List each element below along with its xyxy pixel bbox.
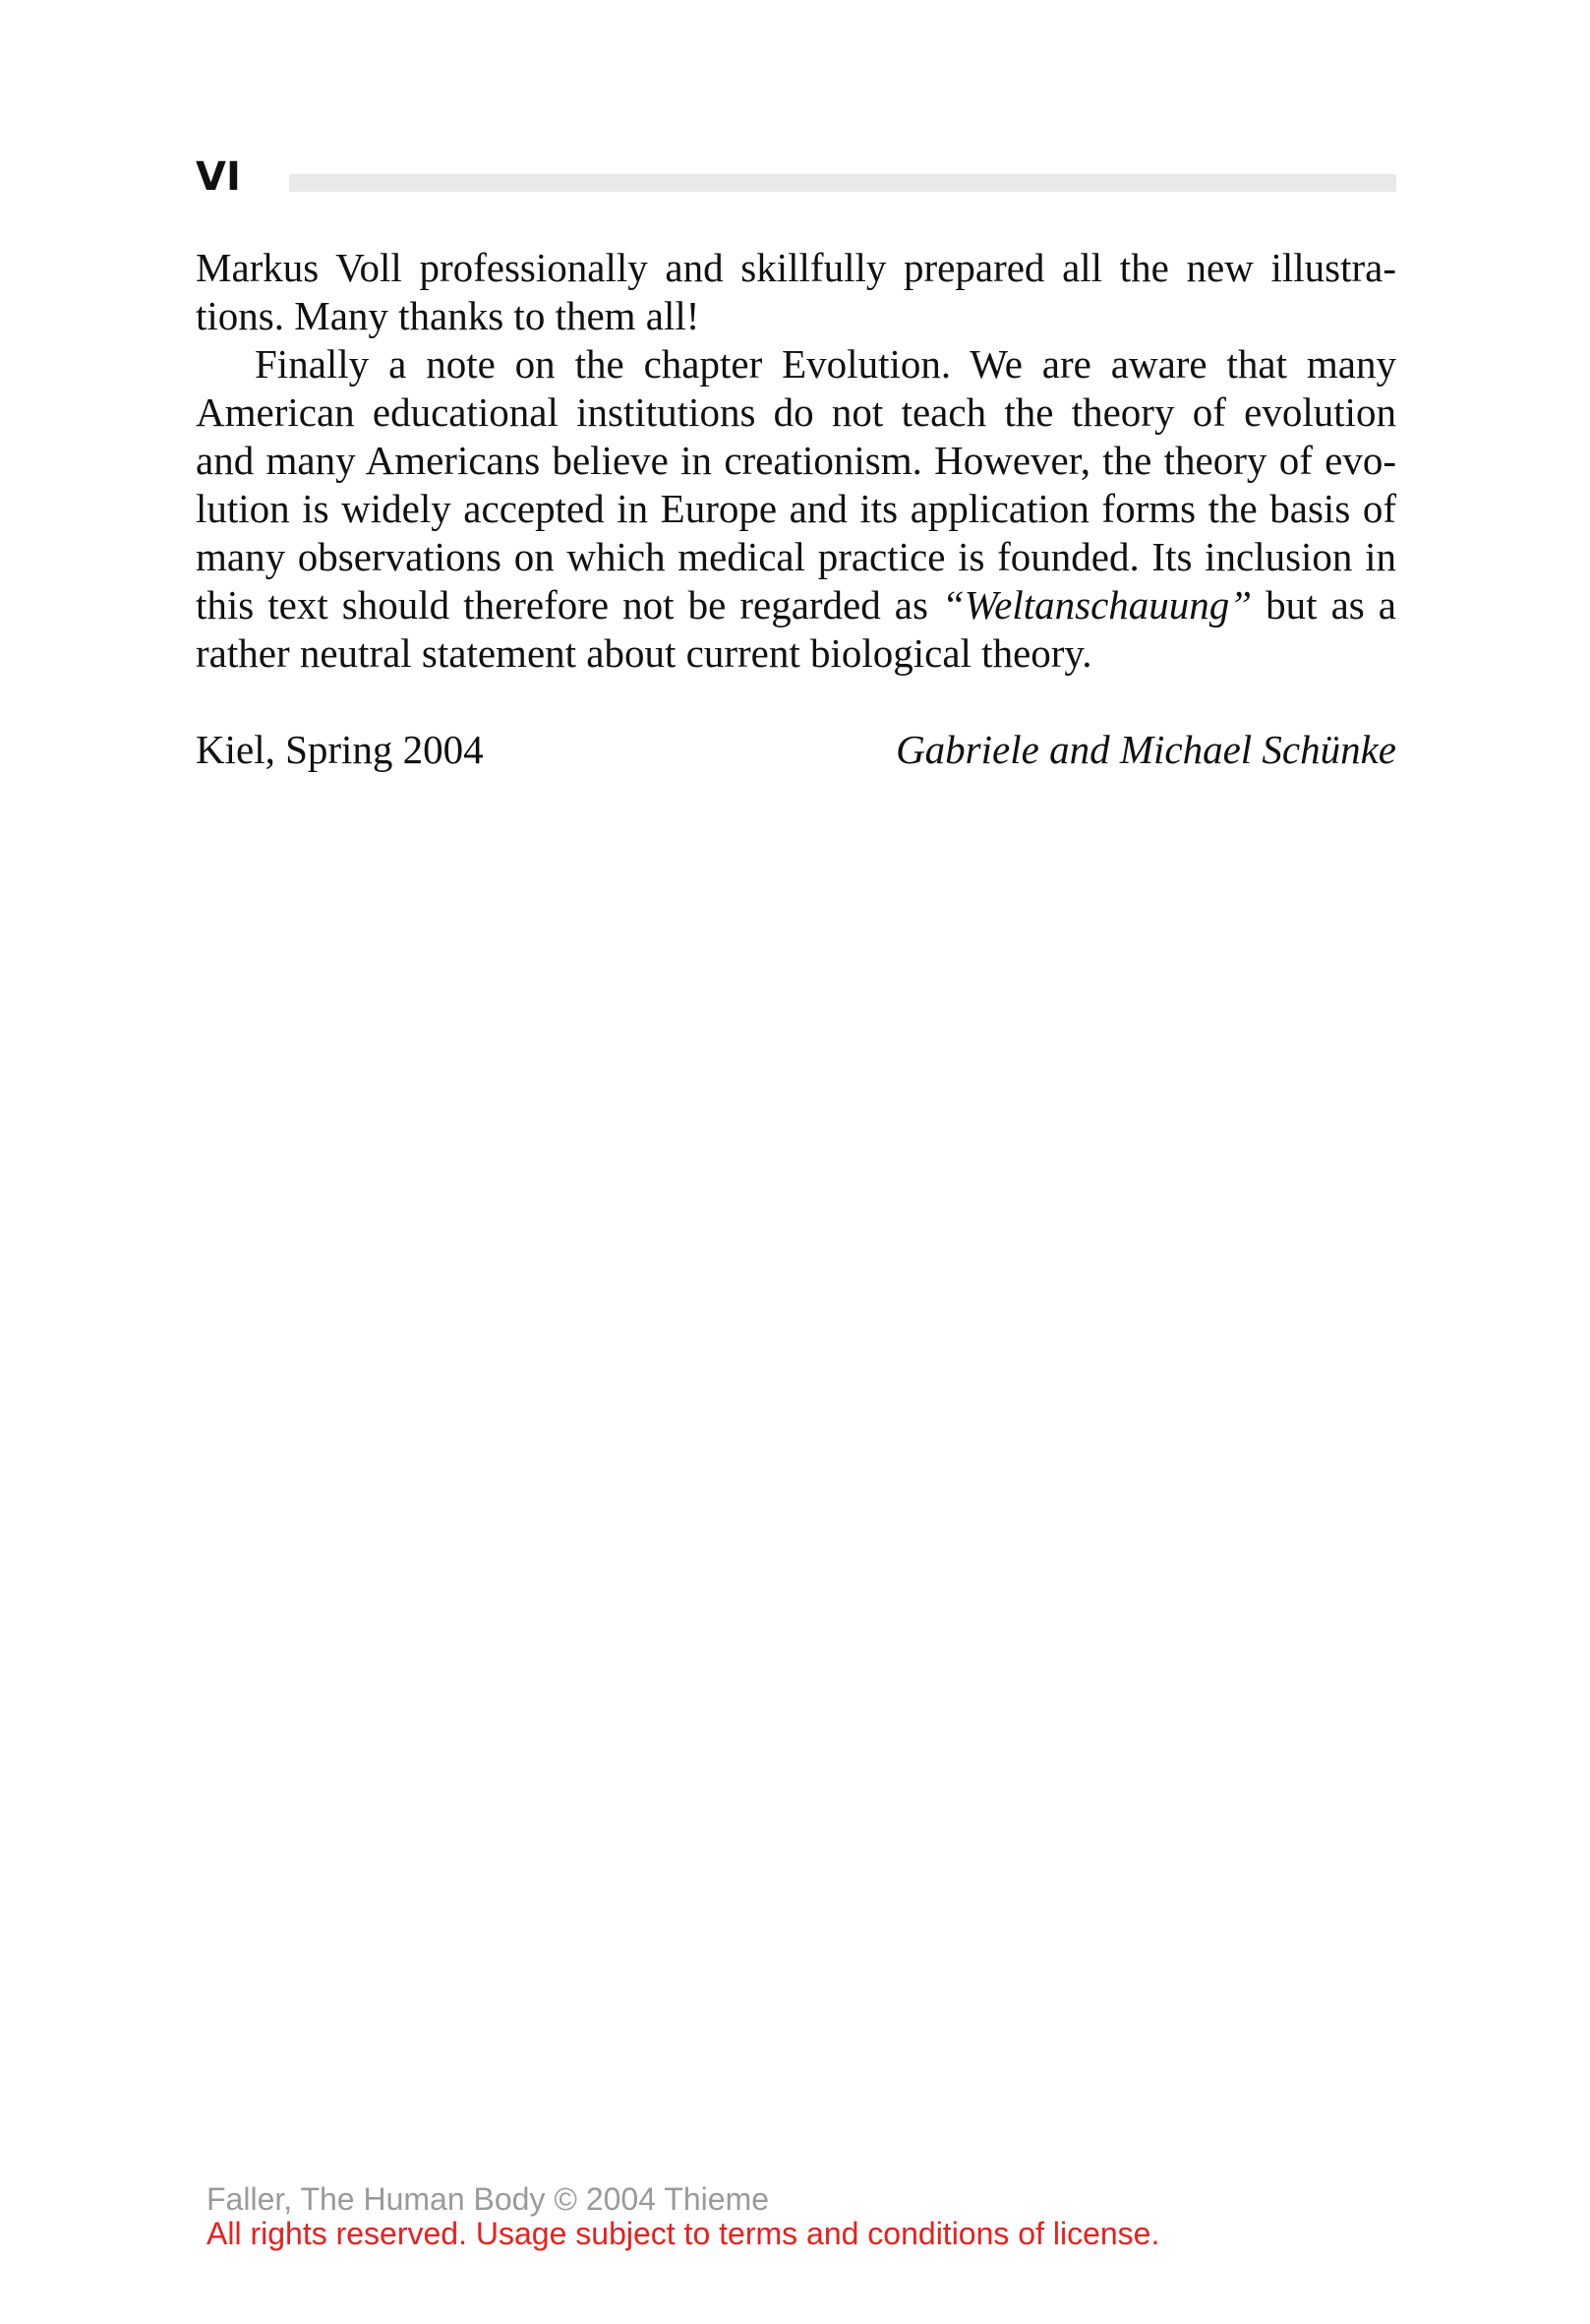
text-line: Finally a note on the chapter Evolution. We are aware that many — [255, 341, 1396, 387]
footer-copyright: Faller, The Human Body © 2004 Thieme — [206, 2181, 770, 2217]
footer-rights-notice: All rights reserved. Usage subject to terms and conditions of license. — [206, 2216, 1160, 2251]
text-line: Markus Voll professionally and skillfully prepared all the new illustra- — [196, 245, 1396, 290]
text-line: rather neutral statement about current biological theory. — [196, 630, 1092, 676]
paragraph-evolution-note — [196, 340, 1396, 678]
text-segment: but as a — [1252, 582, 1396, 627]
header-rule — [289, 174, 1396, 192]
text-segment: this text should therefore not be regarded as — [196, 582, 942, 627]
place-date: Kiel, Spring 2004 — [196, 727, 484, 772]
text-line: many observations on which medical practice is founded. Its inclusion in — [196, 534, 1396, 579]
text-line-with-italic — [196, 581, 1396, 629]
text-line: lution is widely accepted in Europe and its application forms the basis of — [196, 486, 1396, 531]
text-line: tions. Many thanks to them all! — [196, 293, 700, 338]
text-line: and many Americans believe in creationism. However, the theory of evo- — [196, 438, 1396, 483]
text-line: American educational institutions do not teach the theory of evolution — [196, 389, 1396, 435]
authors-signature: Gabriele and Michael Schünke — [896, 727, 1396, 772]
body-text — [196, 244, 1396, 678]
italic-term: “Weltanschauung” — [941, 582, 1253, 627]
signature-row — [196, 726, 1396, 774]
paragraph-acknowledgement — [196, 244, 1396, 340]
page-number: VI — [196, 154, 241, 200]
license-footer — [206, 2182, 1159, 2251]
